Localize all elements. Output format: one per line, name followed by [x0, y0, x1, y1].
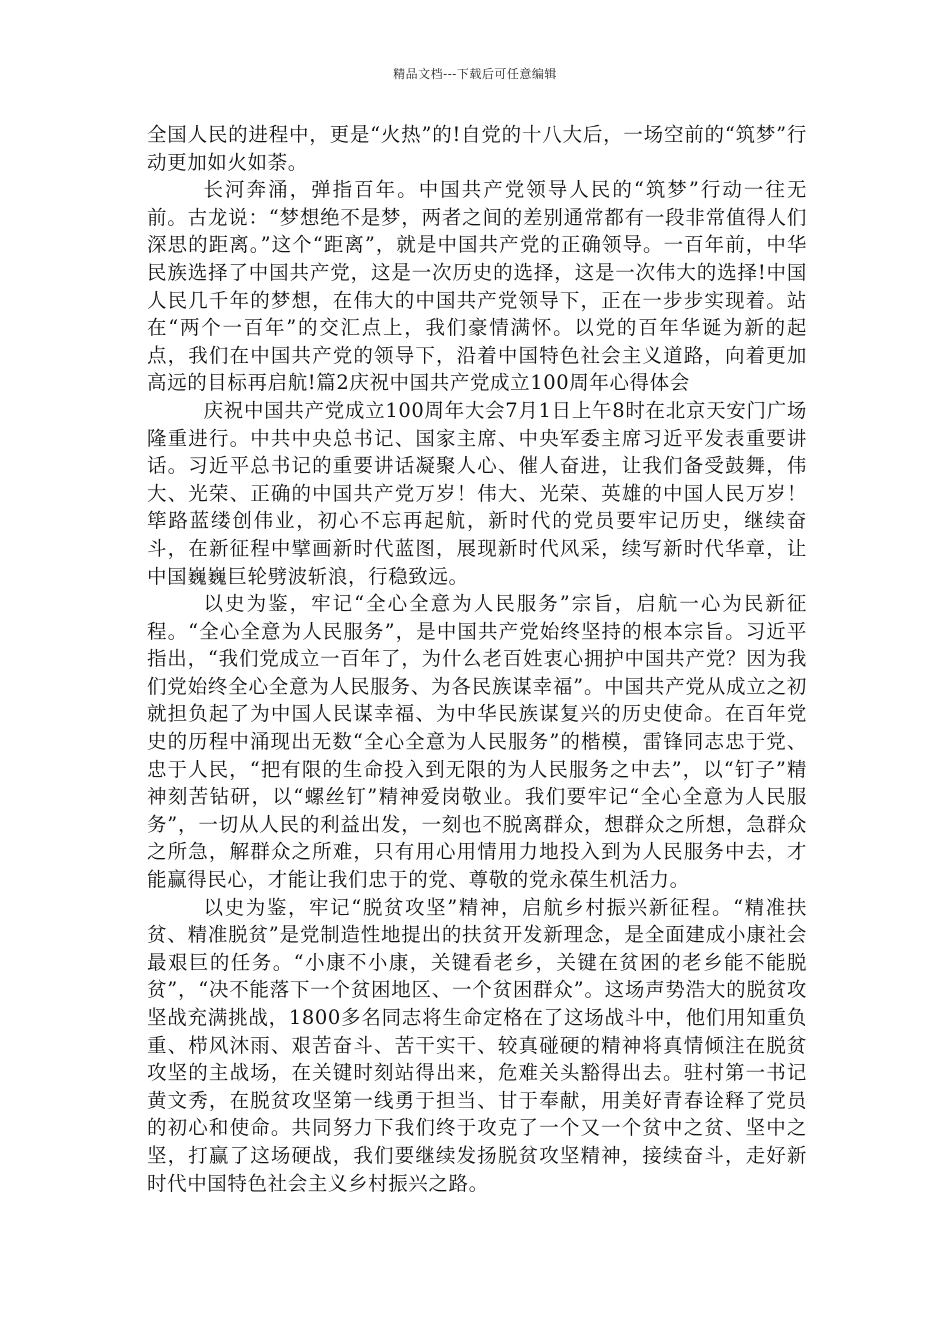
paragraph-serve-the-people: 以史为鉴，牢记“全心全意为人民服务”宗旨，启航一心为民新征程。“全心全意为人民服务”，是中国共产党始终坚持的根本宗旨。习近平指出，“我们党成立一百年了，为什么老百姓衷心拥护中国共产党？因为我们党始终全心全意为人民服务、为各民族谋幸福”。中国共产党从成立之初就担负起了为中国人民谋幸福、为中华民族谋复兴的历史使命。在百年党史的历程中涌现出无数“全心全意为人民服务”的楷模，雷锋同志忠于党、忠于人民，“把有限的生命投入到无限的为人民服务之中去”，以“钉子”精神刻苦钻研，以“螺丝钉”精神爱岗敬业。我们要牢记“全心全意为人民服务”，一切从人民的利益出发，一刻也不脱离群众，想群众之所想，急群众之所急，解群众之所难，只有用心用情用力地投入到为人民服务中去，才能赢得民心，才能让我们忠于的党、尊敬的党永葆生机活力。	[147, 592, 807, 892]
page-header: 精品文档---下载后可任意编辑	[393, 67, 557, 81]
paragraph-celebration-ceremony: 庆祝中国共产党成立100周年大会7月1日上午8时在北京天安门广场隆重进行。中共中央总书记、国家主席、中央军委主席习近平发表重要讲话。习近平总书记的重要讲话凝聚人心、催人奋进，让我们备受鼓舞，伟大、光荣、正确的中国共产党万岁！伟大、光荣、英雄的中国人民万岁！筚路蓝缕创伟业，初心不忘再起航，新时代的党员要牢记历史，继续奋斗，在新征程中擘画新时代蓝图，展现新时代风采，续写新时代华章，让中国巍巍巨轮劈波斩浪，行稳致远。	[147, 398, 807, 588]
paragraph-continuation: 全国人民的进程中，更是“火热”的!自党的十八大后，一场空前的“筑梦”行动更加如火如荼。	[147, 123, 807, 174]
paragraph-poverty-alleviation: 以史为鉴，牢记“脱贫攻坚”精神，启航乡村振兴新征程。“精准扶贫、精准脱贫”是党制造性地提出的扶贫开发新理念，是全面建成小康社会最艰巨的任务。“小康不小康，关键看老乡，关键在贫困的老乡能不能脱贫”，“决不能落下一个贫困地区、一个贫困群众”。这场声势浩大的脱贫攻坚战充满挑战，1800多名同志将生命定格在了这场战斗中，他们用知重负重、栉风沐雨、艰苦奋斗、苦干实干、较真碰硬的精神将真情倾注在脱贫攻坚的主战场，在关键时刻站得出来，危难关头豁得出去。驻村第一书记黄文秀，在脱贫攻坚第一线勇于担当、甘于奉献，用美好青春诠释了党员的初心和使命。共同努力下我们终于攻克了一个又一个贫中之贫、坚中之坚，打赢了这场硬战，我们要继续发扬脱贫攻坚精神，接续奋斗，走好新时代中国特色社会主义乡村振兴之路。	[147, 895, 807, 1195]
document-body	[147, 121, 807, 1197]
paragraph-centennial-dream: 长河奔涌，弹指百年。中国共产党领导人民的“筑梦”行动一往无前。古龙说：“梦想绝不是梦，两者之间的差别通常都有一段非常值得人们深思的距离。”这个“距离”，就是中国共产党的正确领导。一百年前，中华民族选择了中国共产党，这是一次历史的选择，这是一次伟大的选择!中国人民几千年的梦想，在伟大的中国共产党领导下，正在一步步实现着。站在“两个一百年”的交汇点上，我们豪情满怀。以党的百年华诞为新的起点，我们在中国共产党的领导下，沿着中国特色社会主义道路，向着更加高远的目标再启航!篇2庆祝中国共产党成立100周年心得体会	[147, 178, 807, 395]
